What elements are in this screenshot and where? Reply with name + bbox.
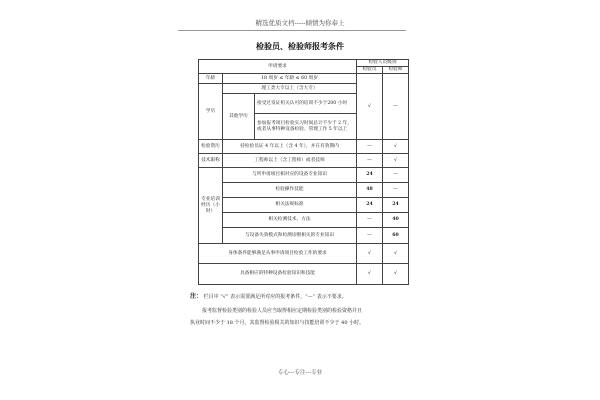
training-item: 相关检测技术、方法	[223, 213, 357, 228]
header-requirements: 申请要求	[199, 60, 357, 74]
edu-training-200h: 接受过发证机关认可的培训不少于200 小时	[255, 94, 357, 114]
qualification-engineer: √	[383, 140, 409, 154]
edu-other-label: 其他学历	[223, 94, 255, 140]
training-inspector-hours: 24	[357, 198, 383, 213]
training-inspector-hours: 24	[357, 168, 383, 183]
row-label-title: 技术职称	[199, 154, 223, 168]
row-label-training: 专业培训经历（小时）	[199, 168, 223, 244]
training-engineer-hours: —	[383, 168, 409, 183]
training-item: 相关法规标准	[223, 198, 357, 213]
note-text-1: 栏目中 “√” 表示需要满足所对应的报考条件，“—” 表示不要求。	[203, 294, 347, 300]
health-inspector: √	[357, 244, 383, 264]
qualification-inspector: —	[357, 140, 383, 154]
age-value: 18 周岁 ≤ 年龄 ≤ 60 周岁	[223, 74, 357, 84]
note-label: 注：	[190, 293, 203, 300]
training-item: 与所申请项目相对应的设备专业知识	[223, 168, 357, 183]
row-label-age: 年龄	[199, 74, 223, 84]
health-value: 身体条件能够满足从事申请项目检验工作的要求	[199, 244, 357, 264]
note-line-3: 执业时间不少于 18 个月，其监督检验相关的知识与技能培训不少于 40 小时。	[190, 320, 365, 326]
training-engineer-hours: 60	[383, 228, 409, 244]
title-inspector: —	[357, 154, 383, 168]
health-engineer: √	[383, 244, 409, 264]
header-rule	[178, 30, 406, 31]
title-engineer: √	[383, 154, 409, 168]
training-engineer-hours: —	[383, 183, 409, 198]
note-line-1	[190, 292, 420, 302]
note-line-2: 报考监督检验类别的检验人员应当取得相应定期检验类别的检验资格并且	[202, 308, 363, 314]
training-inspector-hours: 48	[357, 183, 383, 198]
training-engineer-hours: 40	[383, 213, 409, 228]
training-inspector-hours: —	[357, 228, 383, 244]
edu-internship: 参加报考项目检验实习时间总计不少于 2 年，或者从事特种设备检验、管理工作 5 年以上	[255, 114, 357, 140]
training-item: 与设备失效模式和检测诊断相关的专业知识	[223, 228, 357, 244]
document-title: 检验员、检验师报考条件	[256, 41, 344, 51]
qualification-value: 持检验员证 4 年以上（含 4 年），并在有效期内	[223, 140, 357, 154]
training-inspector-hours: —	[357, 213, 383, 228]
header-level-group: 检验人员级别	[357, 60, 409, 67]
knowledge-value: 具备相应的特种设备检验知识和技能	[199, 264, 357, 285]
edu-mark-engineer: —	[383, 74, 409, 140]
page-footer: 专心---专注---专业	[277, 370, 323, 376]
row-label-education: 学历	[199, 84, 223, 140]
knowledge-engineer: √	[383, 264, 409, 285]
header-engineer: 检验师	[383, 67, 409, 74]
row-label-qualification: 检验资历	[199, 140, 223, 154]
edu-mark-inspector: √	[357, 74, 383, 140]
knowledge-inspector: √	[357, 264, 383, 285]
title-value: 工程师以上（含工程师）或者技师	[223, 154, 357, 168]
page-header: 精选优质文档-----倾情为你奉上	[255, 19, 345, 27]
training-engineer-hours: 24	[383, 198, 409, 213]
header-inspector: 检验员	[357, 67, 383, 74]
requirements-table	[198, 59, 409, 285]
training-item: 检验操作技能	[223, 183, 357, 198]
edu-college: 理工类大专以上（含大专）	[223, 84, 357, 94]
